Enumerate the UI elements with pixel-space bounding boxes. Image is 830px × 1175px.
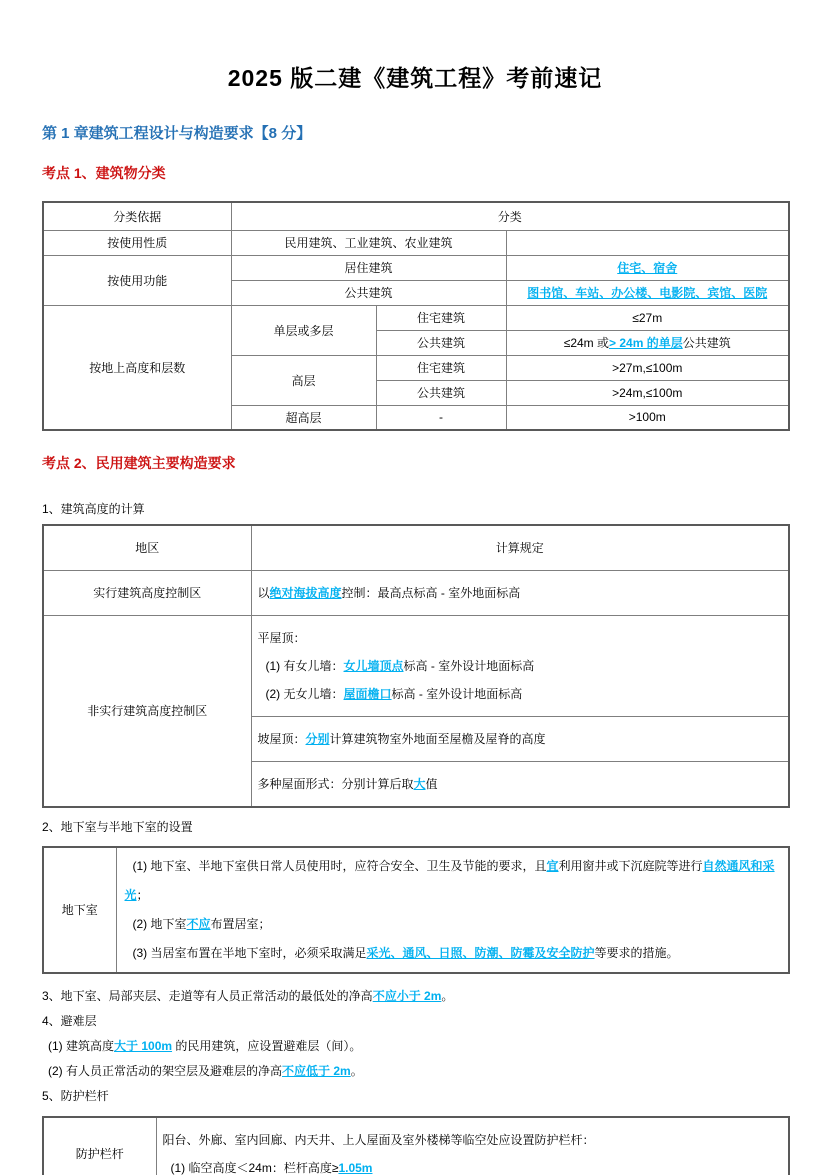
chapter-heading: 第 1 章建筑工程设计与构造要求【8 分】 (42, 125, 312, 142)
text-run: ； (136, 887, 149, 902)
text-run: (2) 无女儿墙： (265, 686, 344, 701)
railing-table (42, 1116, 790, 1175)
section-1-label: 1、建筑高度的计算 (42, 502, 145, 516)
cell-public-examples (506, 280, 789, 305)
cell-controlled-label: 实行建筑高度控制区 (43, 570, 251, 615)
table-row (43, 525, 789, 570)
highlight-run: 不应低于 2m (282, 1063, 351, 1078)
section-3-note (42, 984, 788, 1009)
basement-item-1 (125, 852, 781, 910)
section-2-label: 2、地下室与半地下室的设置 (42, 819, 193, 834)
cell-usage-nature-value: 民用建筑、工业建筑、农业建筑 (231, 230, 506, 255)
height-calc-table (42, 524, 790, 808)
table-row (43, 615, 789, 716)
text-run: 等要求的措施。 (594, 945, 679, 960)
cell-high-res-value: >27m,≤100m (506, 355, 789, 380)
cell-highrise: 高层 (231, 355, 376, 405)
highlight-run: 1.05m (338, 1160, 373, 1175)
refuge-item-1 (42, 1034, 788, 1059)
basement-table (42, 846, 790, 974)
topic-2-heading: 考点 2、民用建筑主要构造要求 (42, 455, 236, 471)
section-5-label: 5、防护栏杆 (42, 1088, 109, 1103)
railing-line-1: 阳台、外廊、室内回廊、内天井、上人屋面及室外楼梯等临空处应设置防护栏杆： (162, 1132, 595, 1147)
cell-public-bldg: 公共建筑 (376, 330, 506, 355)
cell-rule-header: 计算规定 (251, 525, 789, 570)
cell-high-pub-value: >24m,≤100m (506, 380, 789, 405)
table-row (43, 847, 789, 973)
cell-uncontrolled-label: 非实行建筑高度控制区 (43, 615, 251, 807)
table-row (43, 255, 789, 280)
cell-basement-rules (116, 847, 789, 973)
cell-slope-roof-rule (251, 716, 789, 761)
text-run: (1) 建筑高度 (48, 1038, 115, 1053)
text-run: 3、地下室、局部夹层、走道等有人员正常活动的最低处的净高 (42, 988, 373, 1003)
cell-public: 公共建筑 (231, 280, 506, 305)
cell-super-high: 超高层 (231, 405, 376, 430)
highlight-run: 图书馆、车站、办公楼、电影院、宾馆、医院 (527, 286, 768, 300)
text-run: (1) 地下室、半地下室供日常人员使用时，应符合安全、卫生及节能的要求，且 (132, 858, 547, 873)
text-run: 以 (257, 585, 270, 600)
table-row (43, 570, 789, 615)
cell-dash: - (376, 405, 506, 430)
text-run: 公共建筑 (682, 336, 731, 350)
highlight-run: 不应 (186, 916, 211, 931)
doc-title: 2025 版二建《建筑工程》考前速记 (227, 65, 603, 91)
cell-single-multi: 单层或多层 (231, 305, 376, 355)
highlight-run: 住宅、宿舍 (617, 261, 678, 275)
highlight-run: 自然通风和采光 (124, 858, 775, 902)
cell-empty (506, 230, 789, 255)
cell-height-floors: 按地上高度和层数 (43, 305, 231, 430)
highlight-run: 大 (413, 776, 426, 791)
text-run: 计算建筑物室外地面至屋檐及屋脊的高度 (329, 731, 546, 746)
basement-item-3 (125, 939, 781, 968)
cell-railing-rules (156, 1117, 789, 1175)
text-run: 值 (425, 776, 438, 791)
cell-flat-roof-rule (251, 615, 789, 716)
section-4-label: 4、避难层 (42, 1013, 97, 1028)
cell-basement-label: 地下室 (43, 847, 116, 973)
cell-multi-roof-rule (251, 761, 789, 807)
text-run: (2) 有人员正常活动的架空层及避难层的净高 (48, 1063, 283, 1078)
cell-basis-header: 分类依据 (43, 202, 231, 230)
refuge-item-2 (42, 1059, 788, 1084)
highlight-run: > 24m 的单层 (609, 336, 683, 350)
highlight-run: 宜 (546, 858, 559, 873)
table-row (43, 1117, 789, 1175)
text-run: 利用窗井或下沉庭院等进行 (558, 858, 703, 873)
highlight-run: 屋面檐口 (343, 686, 392, 701)
text-run: ≤24m 或 (563, 336, 610, 350)
cell-usage-nature: 按使用性质 (43, 230, 231, 255)
railing-line-2 (163, 1154, 783, 1175)
highlight-run: 大于 100m (114, 1038, 173, 1053)
topic-1-heading: 考点 1、建筑物分类 (42, 165, 166, 181)
cell-single-pub-value (506, 330, 789, 355)
text-run: (2) 地下室 (132, 916, 187, 931)
text-run: 标高 - 室外设计地面标高 (391, 686, 523, 701)
cell-class-header: 分类 (231, 202, 789, 230)
text-run: 控制：最高点标高 - 室外地面标高 (341, 585, 521, 600)
cell-super-high-value: >100m (506, 405, 789, 430)
cell-usage-function: 按使用功能 (43, 255, 231, 305)
flat-roof-title: 平屋顶： (257, 630, 306, 645)
highlight-run: 不应小于 2m (372, 988, 442, 1003)
text-run: 。 (350, 1063, 363, 1078)
cell-residential: 居住建筑 (231, 255, 506, 280)
table-row (43, 230, 789, 255)
text-run: 坡屋顶： (257, 731, 306, 746)
text-run: 。 (441, 988, 454, 1003)
cell-controlled-rule (251, 570, 789, 615)
highlight-run: 分别 (305, 731, 330, 746)
cell-public-bldg: 公共建筑 (376, 380, 506, 405)
text-run: (1) 临空高度＜24m：栏杆高度≥ (170, 1160, 339, 1175)
cell-single-res-value: ≤27m (506, 305, 789, 330)
classification-table (42, 201, 790, 431)
text-run: 布置居室； (210, 916, 271, 931)
highlight-run: 采光、通风、日照、防潮、防霉及安全防护 (366, 945, 595, 960)
cell-residential-bldg: 住宅建筑 (376, 355, 506, 380)
text-run: (1) 有女儿墙： (265, 658, 344, 673)
text-run: 多种屋面形式：分别计算后取 (257, 776, 414, 791)
cell-residential-examples (506, 255, 789, 280)
text-run: (3) 当居室布置在半地下室时，必须采取满足 (132, 945, 367, 960)
highlight-run: 女儿墙顶点 (343, 658, 404, 673)
cell-area-header: 地区 (43, 525, 251, 570)
highlight-run: 绝对海拔高度 (269, 585, 342, 600)
cell-railing-label: 防护栏杆 (43, 1117, 156, 1175)
text-run: 的民用建筑，应设置避难层（间）。 (172, 1038, 362, 1053)
flat-roof-item-1 (258, 652, 783, 680)
cell-residential-bldg: 住宅建筑 (376, 305, 506, 330)
basement-item-2 (125, 910, 781, 939)
table-row (43, 202, 789, 230)
table-row (43, 305, 789, 330)
text-run: 标高 - 室外设计地面标高 (403, 658, 535, 673)
flat-roof-item-2 (258, 680, 783, 708)
